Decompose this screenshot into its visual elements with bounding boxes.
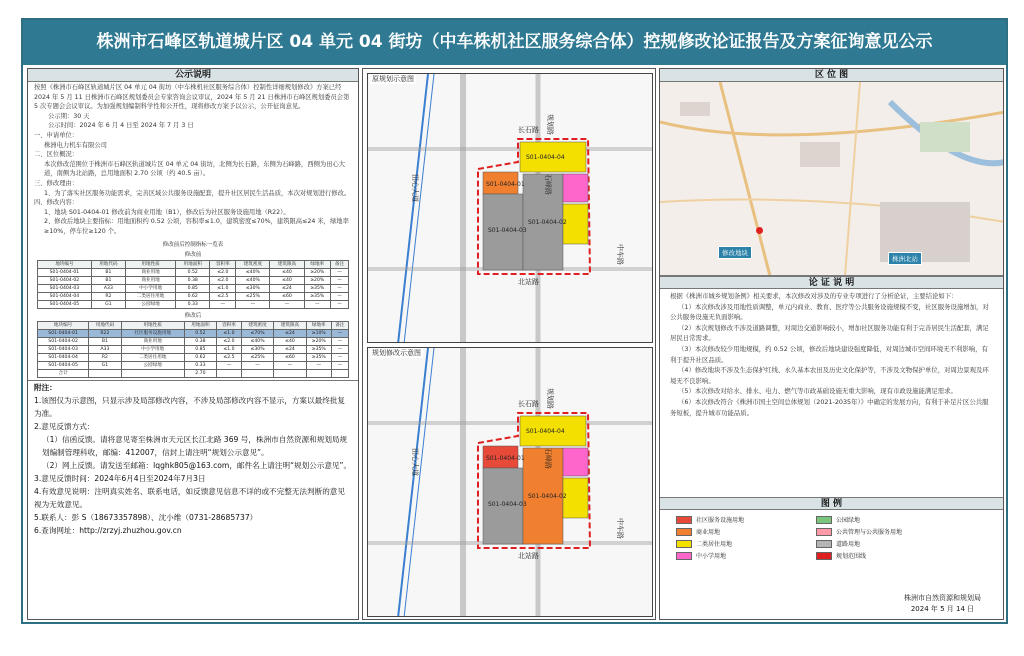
table-cell: S01-0404-02: [38, 337, 89, 345]
table-cell: ≤24: [270, 284, 304, 292]
content-2: 2、修改后地块主要指标：用地面积约 0.52 公顷，容积率≤1.0，建筑密度≤70%，建筑限高≤24 米，绿地率≥10%，停车位≥120 个。: [44, 218, 349, 235]
table-cell: ≤60: [274, 353, 306, 361]
table-cell: G1: [89, 361, 121, 369]
plot-label: S01-0404-01: [486, 455, 525, 462]
table-header-cell: 绿地率: [304, 260, 330, 268]
table-row: [38, 276, 349, 284]
road-label: 北站路: [518, 278, 539, 286]
road-label: 长石路: [518, 400, 539, 408]
table-header-cell: 地块编号: [38, 321, 89, 329]
table-cell: ≤2.0: [217, 337, 242, 345]
table-row: [38, 369, 349, 377]
table-row: [38, 268, 349, 276]
table-cell: 0.38: [176, 276, 210, 284]
plot-label: S01-0404-01: [486, 181, 525, 188]
legend-swatch: [816, 552, 832, 560]
reason-label: 三、修改理由：: [34, 179, 79, 187]
table-cell: ≤30%: [241, 345, 273, 353]
legend-label: 社区服务设施用地: [696, 517, 745, 524]
argument-item: （3）本次修改较少用地规模，约 0.52 公顷，修改后地块建设强度降低，对周边城市空间环境无不利影响，有利于提升社区品质。: [670, 344, 988, 364]
legend-item: [676, 527, 720, 536]
notice-dates: 公示时间：2024 年 6 月 4 日至 2024 年 7 月 3 日: [48, 122, 194, 130]
table-cell: B1: [89, 337, 121, 345]
table-cell: S01-0404-01: [38, 329, 89, 337]
reason-text: 1、为了落实社区服务功能需求，完善区域公共服务设施配套，提升社区居民生活品质，本次对规划进行修改。: [44, 189, 351, 197]
table-row: [38, 361, 349, 369]
legend-swatch: [676, 552, 692, 560]
legend-item: [816, 551, 866, 560]
legend-swatch: [816, 516, 832, 524]
table-header-cell: 建筑限高: [270, 260, 304, 268]
table-header-cell: 建筑密度: [241, 321, 273, 329]
table-header-cell: 备注: [330, 260, 348, 268]
legend-swatch: [676, 540, 692, 548]
table-cell: S01-0404-05: [38, 361, 89, 369]
table-after: [37, 321, 349, 378]
legend-item: [676, 515, 744, 524]
table-cell: —: [330, 292, 348, 300]
appendix-item: 1.该图仅为示意图，只显示涉及局部修改内容，不涉及局部修改内容不显示，方案以最终批复为准。: [34, 395, 345, 418]
table-cell: 二类居住用地: [121, 353, 184, 361]
location-text: 本次修改范围位于株洲市石峰区轨道城片区 04 单元 04 街坊，北侧为长石路，东侧为石峰路，西侧为田心大道，南侧为北站路，总用地面积 2.70 公顷（约 40.5 亩）。: [44, 160, 346, 178]
table-cell: ≤2.5: [210, 292, 236, 300]
callout-site: 修改地块: [718, 246, 752, 259]
table-cell: 商业用地: [121, 337, 184, 345]
signature: [904, 593, 981, 615]
table-header-cell: 绿地率: [306, 321, 331, 329]
road-label: 田心大道: [411, 448, 419, 476]
table-cell: 0.85: [176, 284, 210, 292]
table-cell: —: [330, 300, 348, 308]
table-cell: 商业用地: [125, 268, 175, 276]
table-cell: 0.52: [184, 329, 216, 337]
table-row: [38, 353, 349, 361]
table-cell: S01-0404-04: [38, 353, 89, 361]
plot-label: S01-0404-04: [526, 428, 565, 435]
appendix-item: 6.查询网址：http://zrzyj.zhuzhou.gov.cn: [34, 525, 182, 535]
table-row: [38, 284, 349, 292]
table-cell: 中小学用地: [121, 345, 184, 353]
legend-label: 公共管理与公共服务用地: [836, 529, 903, 536]
road-label: 田心大道: [411, 174, 419, 202]
table-cell: S01-0404-04: [38, 292, 92, 300]
table-header-cell: 用地面积: [184, 321, 216, 329]
legend-label: 中小学用地: [696, 553, 727, 560]
appendix-item: 2.意见反馈方式：: [34, 421, 95, 431]
table-cell: 0.38: [184, 337, 216, 345]
legend-item: [676, 539, 732, 548]
table-cell: R2: [91, 292, 125, 300]
table-cell: [217, 369, 242, 377]
table-cell: —: [274, 361, 306, 369]
table-cell: —: [331, 329, 348, 337]
table-row: [38, 329, 349, 337]
table-cell: ≤2.5: [217, 353, 242, 361]
maps-panel: [362, 68, 656, 620]
table-cell: 0.52: [176, 268, 210, 276]
table-header-cell: 建筑密度: [236, 260, 270, 268]
plot-label: S01-0404-03: [488, 501, 527, 508]
table-cell: —: [236, 300, 270, 308]
table-header-cell: 用地面积: [176, 260, 210, 268]
table-cell: 0.62: [184, 353, 216, 361]
table-header-cell: 地块编号: [38, 260, 92, 268]
legend: [666, 515, 998, 565]
road-label: 北站路: [518, 552, 539, 560]
plot-pink: [563, 174, 588, 202]
road-label: 规划路: [546, 388, 554, 409]
table-cell: [306, 369, 331, 377]
table-cell: S01-0404-03: [38, 345, 89, 353]
table-cell: [241, 369, 273, 377]
road-label: 中车路: [616, 518, 624, 539]
notice-body: [28, 82, 358, 238]
table-cell: A33: [89, 345, 121, 353]
table-cell: ≤2.0: [210, 268, 236, 276]
table-cell: ≤1.0: [210, 284, 236, 292]
table-cell: ≤40%: [236, 276, 270, 284]
table-cell: —: [331, 353, 348, 361]
argument-item: （5）本次修改对给水、排水、电力、燃气等市政基础设施无重大影响，现有市政设施能满足需求。: [678, 387, 957, 396]
table-cell: 0.85: [184, 345, 216, 353]
road-label: 石峰路: [544, 174, 552, 195]
table-header-cell: 建筑限高: [274, 321, 306, 329]
legend-label: 规划范围线: [836, 553, 867, 560]
table-row: [38, 337, 349, 345]
table-cell: —: [331, 337, 348, 345]
table-cell: ≤60: [270, 292, 304, 300]
location-map: [660, 82, 1003, 276]
appendix-item: 4.有效意见说明：注明真实姓名、联系电话，如反馈意见信息不详的或不完整无法判断的意见视为无效意见。: [34, 486, 345, 509]
legend-swatch: [816, 528, 832, 536]
table-cell: ≤40: [274, 337, 306, 345]
road-label: 石峰路: [544, 448, 552, 469]
applicant: 株洲电力机车有限公司: [44, 141, 107, 149]
table-cell: 0.33: [176, 300, 210, 308]
table-cell: 中小学用地: [125, 284, 175, 292]
table-header-cell: 容积率: [217, 321, 242, 329]
content-1: 1、地块 S01-0404-01 修改前为商业用地（B1），修改后为社区服务设施用地（R22）。: [44, 208, 290, 216]
table-cell: ≤25%: [236, 292, 270, 300]
table-cell: ≥35%: [306, 345, 331, 353]
table-cell: —: [330, 268, 348, 276]
table-row: [38, 300, 349, 308]
table-header-cell: 用地代码: [91, 260, 125, 268]
signature-date: 2024 年 5 月 14 日: [910, 605, 975, 613]
map-after-label: 规划修改示意图: [372, 349, 421, 357]
applicant-label: 一、申请单位：: [34, 131, 79, 139]
appendix-item: 3.意见反馈时间：2024年6月4日至2024年7月3日: [34, 473, 206, 483]
table-cell: —: [304, 300, 330, 308]
location-label: 二、区位概况：: [34, 151, 79, 159]
table-cell: —: [217, 361, 242, 369]
content-label: 四、修改内容：: [34, 199, 79, 207]
table-cell: S01-0404-05: [38, 300, 92, 308]
notice-panel: [27, 68, 359, 620]
table-cell: ≤40: [270, 268, 304, 276]
table-cell: R2: [89, 353, 121, 361]
table-cell: —: [241, 361, 273, 369]
argument-item: （6）本次修改符合《株洲市国土空间总体规划（2021-2035年）》中确定的发展方向，有利于补足片区公共服务短板，提升城市功能品质。: [670, 397, 989, 417]
table-cell: R22: [89, 329, 121, 337]
table-cell: 0.33: [184, 361, 216, 369]
table-header-cell: 备注: [331, 321, 348, 329]
legend-label: 二类居住用地: [696, 541, 733, 548]
map-before-svg: [368, 74, 653, 343]
table-cell: B1: [91, 268, 125, 276]
legend-swatch: [816, 540, 832, 548]
table-cell: —: [306, 361, 331, 369]
table-header-cell: 用地性质: [121, 321, 184, 329]
table-before: [37, 260, 349, 309]
table-cell: 公园绿地: [121, 361, 184, 369]
table-cell: —: [330, 276, 348, 284]
plot-label: S01-0404-04: [526, 154, 565, 161]
table-cell: [274, 369, 306, 377]
table-cell: 公园绿地: [125, 300, 175, 308]
table-cell: G1: [91, 300, 125, 308]
appendix-item: （2）网上反馈。请发送至邮箱：lqghk805@163.com，邮件名上请注明“规划公示意见”。: [42, 460, 352, 470]
callout-station: 株洲北站: [888, 252, 922, 265]
table-header-cell: 用地性质: [125, 260, 175, 268]
notice-header: 公示说明: [28, 69, 358, 82]
notice-period: 公示期：30 天: [48, 112, 90, 120]
argument-item: （4）修改地块不涉及生态保护红线、永久基本农田及历史文化保护等，不涉及文物保护单位，对周边景观及环境无不良影响。: [670, 366, 989, 385]
legend-swatch: [676, 516, 692, 524]
argument-item: （1）本次修改涉及用地性质调整，单元内商业、教育、医疗等公共服务设施规模不变，社区服务设施增加，对公共服务设施无负面影响。: [670, 302, 989, 322]
info-panel: [659, 68, 1004, 620]
table-cell: S01-0404-02: [38, 276, 92, 284]
argument-header: 论 证 说 明: [660, 276, 1003, 289]
table-cell: ≥10%: [306, 329, 331, 337]
table-cell: ≥20%: [306, 337, 331, 345]
table-cell: ≤40%: [241, 337, 273, 345]
plot-04: [563, 478, 588, 518]
table-cell: 合计: [38, 369, 89, 377]
table-cell: ≤30%: [236, 284, 270, 292]
map-after: [367, 347, 653, 617]
table-row: [38, 345, 349, 353]
table-header-cell: 容积率: [210, 260, 236, 268]
table-cell: —: [270, 300, 304, 308]
legend-label: 公园绿地: [836, 517, 861, 524]
table-cell: 商业用地: [125, 276, 175, 284]
table-cell: —: [331, 361, 348, 369]
table-cell: B1: [91, 276, 125, 284]
plot-label: S01-0404-02: [528, 493, 567, 500]
table-cell: ≥35%: [306, 353, 331, 361]
table-cell: ≤1.0: [217, 329, 242, 337]
location-pin-icon: [756, 227, 763, 234]
plot-label: S01-0404-02: [528, 219, 567, 226]
table-cell: —: [331, 345, 348, 353]
road-label: 中车路: [616, 244, 624, 265]
table-cell: ≤1.0: [217, 345, 242, 353]
table-cell: 2.70: [184, 369, 216, 377]
table-cell: ≤2.0: [210, 276, 236, 284]
legend-item: [816, 515, 860, 524]
appendix-item: （1）信函反馈。请将意见寄至株洲市天元区长江北路 369 号，株洲市自然资源和规划局规划编制管理科收，邮编：412007，信封上请注明“规划公示意见”。: [42, 434, 348, 457]
legend-item: [676, 551, 726, 560]
location-map-header: 区 位 图: [660, 69, 1003, 82]
table-cell: ≤24: [274, 345, 306, 353]
map-before-label: 原规划示意图: [372, 75, 414, 83]
appendix: [28, 381, 358, 537]
table-cell: ≥20%: [304, 276, 330, 284]
argument-body: [660, 289, 1003, 420]
plot-pink: [563, 448, 588, 476]
table-header-cell: 用地代码: [89, 321, 121, 329]
table-cell: ≤25%: [241, 353, 273, 361]
map-after-svg: [368, 348, 653, 617]
road-label: 长石路: [518, 126, 539, 134]
table-cell: ≤70%: [241, 329, 273, 337]
table-cell: [331, 369, 348, 377]
notice-board: [21, 18, 1008, 624]
appendix-item: 5.联系人：彭 S（18673357898）、沈小维（0731-28685737）: [34, 512, 258, 522]
legend-item: [816, 539, 860, 548]
table-cell: 0.62: [176, 292, 210, 300]
table-cell: S01-0404-03: [38, 284, 92, 292]
table-cell: S01-0404-01: [38, 268, 92, 276]
table-after-label: 修改后: [184, 312, 202, 319]
table-caption: 修改前后控制指标一览表: [162, 241, 224, 248]
table-cell: [89, 369, 121, 377]
page-title: 株洲市石峰区轨道城片区 04 单元 04 街坊（中车株机社区服务综合体）控规修改论证报告及方案征询意见公示: [23, 20, 1006, 65]
table-cell: —: [330, 284, 348, 292]
signature-org: 株洲市自然资源和规划局: [904, 594, 981, 602]
plot-label: S01-0404-03: [488, 227, 527, 234]
road-label: 规划路: [546, 114, 554, 135]
map-before: [367, 73, 653, 343]
table-cell: —: [210, 300, 236, 308]
table-cell: ≤24: [274, 329, 306, 337]
location-map-svg: [660, 82, 1003, 276]
table-cell: ≥20%: [304, 268, 330, 276]
legend-header: 图 例: [660, 497, 1003, 510]
legend-swatch: [676, 528, 692, 536]
legend-label: 商业用地: [696, 529, 721, 536]
table-before-label: 修改前: [184, 251, 202, 258]
table-cell: [121, 369, 184, 377]
table-cell: 社区服务设施用地: [121, 329, 184, 337]
table-cell: ≥35%: [304, 292, 330, 300]
table-cell: 二类居住用地: [125, 292, 175, 300]
plot-04: [563, 204, 588, 244]
table-cell: ≥35%: [304, 284, 330, 292]
notice-intro: 按照《株洲市石峰区轨道城片区 04 单元 04 街坊（中车株机社区服务综合体）控制性详细规划修改》方案已经 2024 年 5 月 11 日株洲市石峰区规划委员会专家咨询会议审议，2024 年 5 月 21 日株洲市石峰区规划委员会第 5 次专题会会议审议。为加强规划编制科学性和公开性，现将修改方案予以公示，公开征询意见。: [34, 84, 350, 111]
argument-intro: 根据《株洲市城乡规划条例》相关要求，本次修改对涉及的专业专项进行了分析论证，主要结论如下：: [670, 292, 958, 300]
legend-item: [816, 527, 902, 536]
table-cell: ≤40%: [236, 268, 270, 276]
legend-label: 道路用地: [836, 541, 861, 548]
table-cell: A33: [91, 284, 125, 292]
table-row: [38, 292, 349, 300]
appendix-header: 附注：: [34, 382, 57, 392]
argument-item: （2）本次规划修改不涉及道路调整，对周边交通影响较小，增加社区服务功能有利于完善居民生活配套，满足居民日常需求。: [670, 323, 989, 343]
table-cell: ≤40: [270, 276, 304, 284]
